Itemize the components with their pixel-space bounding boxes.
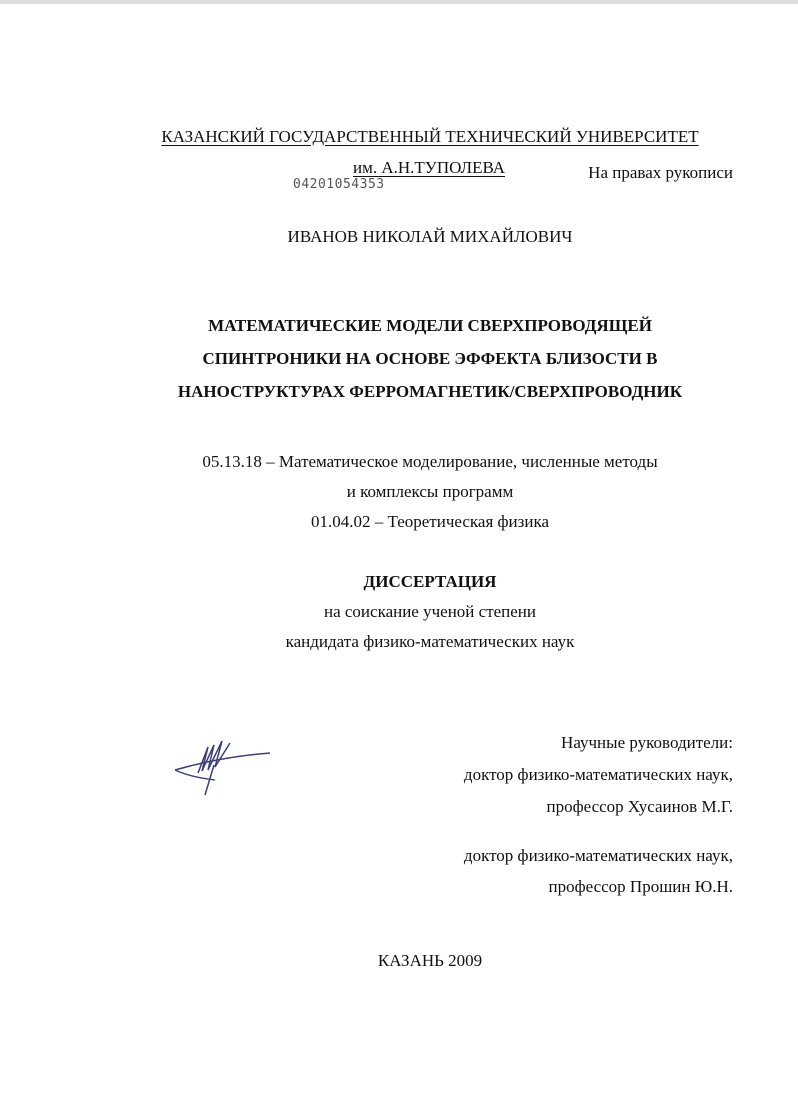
specialty-line: и комплексы программ [346,482,514,501]
thesis-title-line: НАНОСТРУКТУРАХ ФЕРРОМАГНЕТИК/СВЕРХПРОВОДНИК [177,382,683,401]
university-name: КАЗАНСКИЙ ГОСУДАРСТВЕННЫЙ ТЕХНИЧЕСКИЙ УНИВЕРСИТЕТ [161,127,699,146]
manuscript-rights: На правах рукописи [588,163,733,182]
supervisor-name: профессор Прошин Ю.Н. [548,877,733,896]
thesis-title-line: МАТЕМАТИЧЕСКИЕ МОДЕЛИ СВЕРХПРОВОДЯЩЕЙ [208,316,652,335]
specialty-line: 05.13.18 – Математическое моделирование, численные методы [202,452,658,471]
city-year: КАЗАНЬ 2009 [377,951,483,970]
specialty-line: 01.04.02 – Теоретическая физика [310,512,549,531]
supervisor-degree: доктор физико-математических наук, [463,846,733,865]
author-name: ИВАНОВ НИКОЛАЙ МИХАЙЛОВИЧ [287,227,573,246]
scan-edge [0,0,798,4]
university-named-after: им. А.Н.ТУПОЛЕВА [353,158,505,177]
supervisor-name: профессор Хусаинов М.Г. [546,797,733,816]
document-type: ДИССЕРТАЦИЯ [363,572,497,591]
catalog-stamp: 04201054353 [293,177,385,192]
degree-line: кандидата физико-математических наук [285,632,575,651]
degree-line: на соискание ученой степени [323,602,537,621]
signature [170,735,280,810]
supervisors-heading: Научные руководители: [561,733,733,752]
thesis-title-line: СПИНТРОНИКИ НА ОСНОВЕ ЭФФЕКТА БЛИЗОСТИ В [202,349,658,368]
supervisor-degree: доктор физико-математических наук, [463,765,733,784]
